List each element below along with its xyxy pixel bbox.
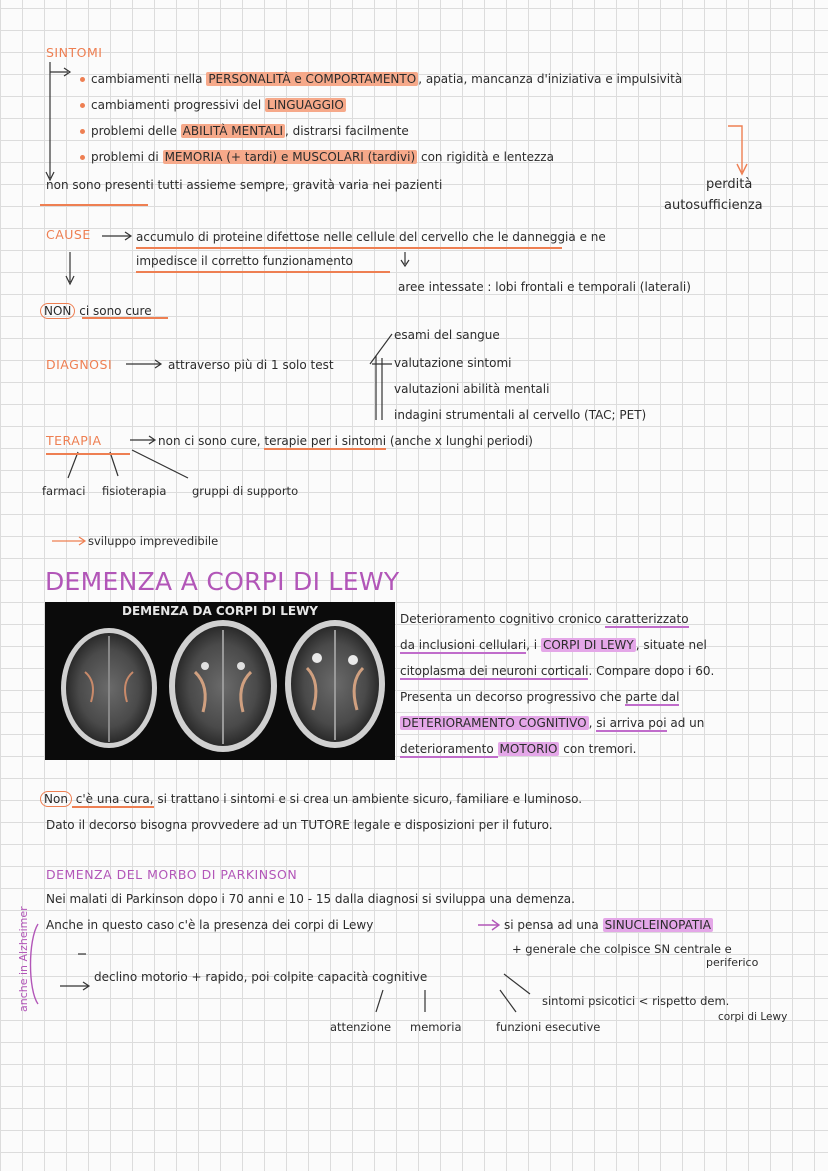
parkinson-item: attenzione bbox=[330, 1020, 392, 1034]
lewy-para-line-6: deterioramento MOTORIO con tremori. bbox=[400, 742, 637, 756]
perdita-label: perdità bbox=[706, 177, 753, 192]
diagnosi-text: attraverso più di 1 solo test bbox=[168, 358, 334, 372]
brain-mri-image bbox=[45, 602, 395, 760]
sviluppo-imprevedibile: sviluppo imprevedibile bbox=[88, 534, 219, 548]
diagnosi-item: valutazioni abilità mentali bbox=[394, 382, 550, 396]
parkinson-line-4: declino motorio + rapido, poi colpite capacità cognitive bbox=[94, 970, 428, 984]
image-caption: DEMENZA DA CORPI DI LEWY bbox=[122, 604, 318, 618]
sintomi-psicotici-2: corpi di Lewy bbox=[718, 1011, 788, 1023]
terapia-item: fisioterapia bbox=[102, 484, 167, 498]
bullet-icon bbox=[80, 155, 85, 160]
lewy-heading: DEMENZA A CORPI DI LEWY bbox=[45, 567, 400, 596]
parkinson-line-3: + generale che colpisce SN centrale e bbox=[512, 942, 732, 956]
cause-text-2: impedisce il corretto funzionamento bbox=[136, 254, 353, 268]
parkinson-line-3b: periferico bbox=[706, 956, 759, 969]
terapia-heading: TERAPIA bbox=[46, 433, 102, 448]
side-note-alzheimer: anche in Alzheimer bbox=[17, 906, 30, 1012]
sintomi-bullet-3: problemi delle ABILITÀ MENTALI , distrarsi facilmente bbox=[80, 124, 409, 138]
bullet-icon bbox=[80, 103, 85, 108]
parkinson-line-1: Nei malati di Parkinson dopo i 70 anni e 10 - 15 dalla diagnosi si sviluppa una demenza. bbox=[46, 892, 575, 906]
brain-scans bbox=[45, 602, 395, 760]
terapia-item: gruppi di supporto bbox=[192, 484, 299, 498]
parkinson-line-2: Anche in questo caso c'è la presenza dei corpi di Lewy bbox=[46, 918, 374, 932]
terapia-item: farmaci bbox=[42, 484, 86, 498]
diagnosi-item: esami del sangue bbox=[394, 328, 500, 342]
parkinson-heading: DEMENZA DEL MORBO DI PARKINSON bbox=[46, 867, 298, 882]
diagnosi-item: indagini strumentali al cervello (TAC; PET) bbox=[394, 408, 647, 422]
sintomi-bullet-2: cambiamenti progressivi del LINGUAGGIO bbox=[80, 98, 346, 112]
sintomi-bullet-4: problemi di MEMORIA (+ tardi) e MUSCOLARI (tardivi) con rigidità e lentezza bbox=[80, 150, 554, 164]
terapia-text: non ci sono cure, terapie per i sintomi (anche x lunghi periodi) bbox=[158, 434, 533, 448]
brain-scan-3 bbox=[285, 620, 385, 748]
lewy-para-line-3: citoplasma dei neuroni corticali. Compare dopo i 60. bbox=[400, 664, 715, 678]
diagnosi-heading: DIAGNOSI bbox=[46, 357, 113, 372]
sintomi-note: non sono presenti tutti assieme sempre, gravità varia nei pazienti bbox=[46, 178, 443, 192]
lewy-tutore-line: Dato il decorso bisogna provvedere ad un TUTORE legale e disposizioni per il futuro. bbox=[46, 818, 553, 832]
lewy-para-line-5: DETERIORAMENTO COGNITIVO , si arriva poi ad un bbox=[402, 716, 705, 730]
sinucleinopatia-line: si pensa ad una SINUCLEINOPATIA bbox=[504, 918, 711, 932]
cause-text-1: accumulo di proteine difettose nelle cellule del cervello che le danneggia e ne bbox=[136, 230, 606, 244]
diagnosi-item: valutazione sintomi bbox=[394, 356, 512, 370]
brain-scan-1 bbox=[61, 628, 157, 748]
lewy-no-cure-line: Non c'è una cura, si trattano i sintomi e si crea un ambiente sicuro, familiare e luminoso. bbox=[40, 792, 582, 806]
bullet-icon bbox=[80, 77, 85, 82]
cause-heading: CAUSE bbox=[46, 227, 91, 242]
aree-interessate: aree intessate : lobi frontali e temporali (laterali) bbox=[398, 280, 691, 294]
lewy-para-line-4: Presenta un decorso progressivo che parte dal bbox=[400, 690, 680, 704]
autosufficienza-label: autosufficienza bbox=[664, 198, 763, 213]
bullet-icon bbox=[80, 129, 85, 134]
sintomi-bullet-1: cambiamenti nella PERSONALITÀ e COMPORTAMENTO , apatia, mancanza d'iniziativa e impulsività bbox=[80, 72, 682, 86]
brain-scan-2 bbox=[169, 620, 277, 752]
sintomi-heading: SINTOMI bbox=[46, 45, 103, 60]
cause-no-cure: NON ci sono cure bbox=[40, 304, 152, 318]
lewy-para-line-1: Deterioramento cognitivo cronico caratterizzato bbox=[400, 612, 689, 626]
lewy-para-line-2: da inclusioni cellulari, i CORPI DI LEWY , situate nel bbox=[400, 638, 707, 652]
parkinson-item: memoria bbox=[410, 1020, 462, 1034]
parkinson-item: funzioni esecutive bbox=[496, 1020, 601, 1034]
sintomi-psicotici: sintomi psicotici < rispetto dem. bbox=[542, 994, 730, 1008]
